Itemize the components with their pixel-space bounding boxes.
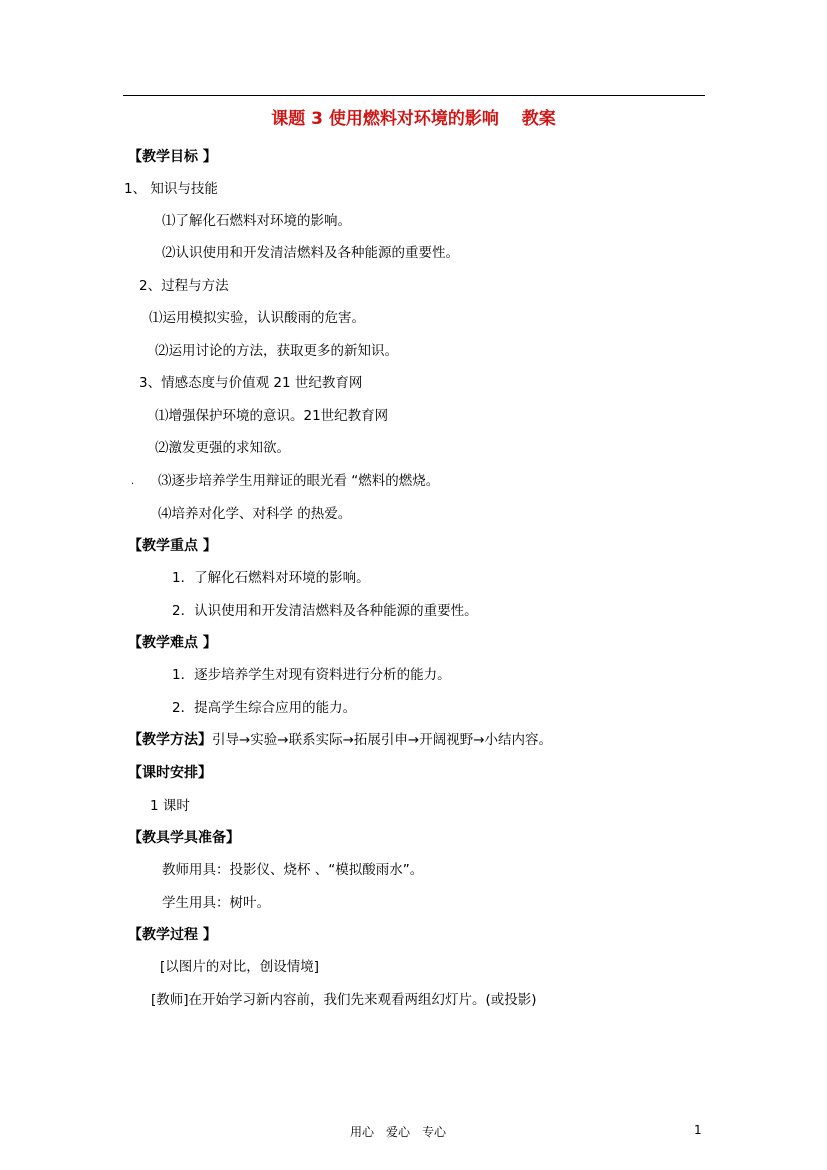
section-heading-schedule: 【课时安排】	[128, 765, 212, 781]
section-heading-key-points: 【教学重点 】	[128, 538, 217, 554]
objective-heading-process: 2、过程与方法	[139, 278, 229, 294]
process-teacher-text: [教师]在开始学习新内容前，我们先来观看两组幻灯片。(或投影)	[151, 992, 537, 1008]
section-heading-process: 【教学过程 】	[128, 927, 217, 943]
objective-item: ⑷培养对化学、对科学 的热爱。	[158, 506, 352, 522]
stray-dot: .	[131, 476, 135, 487]
schedule-text: 1 课时	[150, 798, 190, 814]
objective-item: ⑴增强保护环境的意识。21世纪教育网	[155, 408, 389, 424]
key-point-item: 2．认识使用和开发清洁燃料及各种能源的重要性。	[172, 603, 478, 619]
objective-heading-knowledge: 1、 知识与技能	[124, 181, 218, 197]
section-heading-difficulties: 【教学难点 】	[128, 635, 217, 651]
footer-motto: 用心 爱心 专心	[350, 1125, 447, 1139]
objective-heading-attitude: 3、情感态度与价值观 21 世纪教育网	[139, 375, 363, 391]
difficulty-item: 2．提高学生综合应用的能力。	[172, 700, 357, 716]
teaching-methods-line	[128, 731, 552, 749]
section-heading-objectives: 【教学目标 】	[128, 149, 217, 165]
objective-item: ⑴了解化石燃料对环境的影响。	[162, 213, 351, 229]
objective-item: ⑵认识使用和开发清洁燃料及各种能源的重要性。	[162, 245, 459, 261]
teacher-materials: 教师用具：投影仪、烧杯 、“模拟酸雨水”。	[162, 862, 424, 878]
key-point-item: 1．了解化石燃料对环境的影响。	[172, 570, 370, 586]
process-stage-label: [以图片的对比，创设情境]	[160, 959, 320, 975]
objective-item: ⑵运用讨论的方法，获取更多的新知识。	[155, 343, 398, 359]
page-title: 课题 3 使用燃料对环境的影响 教案	[271, 109, 556, 129]
page-number: 1	[694, 1123, 702, 1137]
methods-text: 引导→实验→联系实际→拓展引申→开阔视野→小结内容。	[212, 732, 553, 748]
header-rule	[123, 95, 705, 96]
section-heading-methods: 【教学方法】	[128, 732, 212, 748]
objective-item: ⑴运用模拟实验，认识酸雨的危害。	[149, 310, 365, 326]
objective-item: ⑶逐步培养学生用辩证的眼光看 “燃料的燃烧。	[158, 473, 440, 489]
difficulty-item: 1．逐步培养学生对现有资料进行分析的能力。	[172, 667, 451, 683]
student-materials: 学生用具：树叶。	[162, 895, 270, 911]
section-heading-materials: 【教具学具准备】	[128, 830, 240, 846]
objective-item: ⑵激发更强的求知欲。	[155, 440, 290, 456]
